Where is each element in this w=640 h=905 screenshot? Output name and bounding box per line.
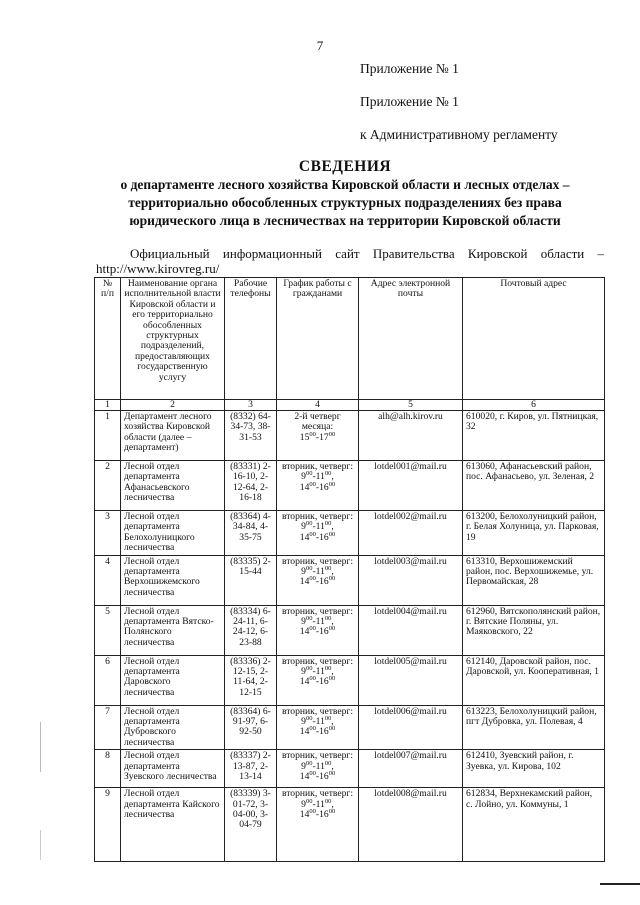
scan-edge-mark [40,722,41,772]
hours-sup: 00 [328,807,336,815]
hours-part: -11 [312,566,325,578]
row-address: 612960, Вятскополянский район, г. Вятские Поляны, ул. Маяковского, 22 [463,605,605,655]
table-row [95,655,605,705]
official-site-url[interactable]: http://www.kirovreg.ru/ [96,261,220,276]
row-email[interactable]: lotdel005@mail.ru [359,655,463,705]
title-sub-line-3: юридического лица в лесничествах на территории Кировской области [129,213,561,228]
schedule-text: вторник, четверг: [281,605,354,617]
hours-sup: 00 [309,675,316,683]
row-number: 9 [95,788,121,862]
row-name: Лесной отдел департамента Афанасьевского лесничества [121,461,225,511]
col-number: 6 [463,400,605,411]
table-row [95,411,605,461]
hours-part: -16 [315,576,329,588]
row-address: 610020, г. Киров, ул. Пятницкая, 32 [463,411,605,461]
row-number: 6 [95,655,121,705]
hours-part: 14 [299,676,310,688]
page-number: 7 [316,38,324,53]
table-row [95,461,605,511]
row-phones: (8332) 64-34-73, 38-31-53 [225,411,277,461]
row-schedule [277,411,359,461]
row-schedule: вторник, четверг: $9^{00}-11^{00}$, $14^{00}-16^{00}$ [277,705,359,750]
row-name: Департамент лесного хозяйства Кировской области (далее – департамент) [121,411,225,461]
table-row [95,555,605,605]
header-email: Адрес электронной почты [359,278,463,400]
hours-part: -11 [312,521,325,533]
hours-part: 9 [301,471,306,483]
hours-part: 14 [299,726,310,738]
hours-part: 9 [301,566,306,578]
row-address: 613060, Афанасьевский район, пос. Афанасьево, ул. Зеленая, 2 [463,461,605,511]
scan-edge-mark [40,830,41,860]
hours-sup: 00 [305,664,313,672]
hours-sup: 00 [305,470,313,478]
hours-part: 9 [301,666,306,678]
row-name: Лесной отдел департамента Кайского лесничества [121,788,225,862]
hours-sup: 00 [305,614,313,622]
hours-sup: 00 [324,520,332,528]
hours-sup: 00 [309,725,316,733]
row-schedule: вторник, четверг: $9^{00}-11^{00}$, $14^{00}-16^{00}$ [277,605,359,655]
hours-part: -11 [312,471,325,483]
row-schedule: вторник, четверг: $9^{00}-11^{00}$, $14^{00}-16^{00}$ [277,750,359,788]
row-phones: (83336) 2-12-15, 2-11-64, 2-12-15 [225,655,277,705]
row-number: 2 [95,461,121,511]
hours-sup: 00 [305,520,313,528]
hours-sup: 00 [324,797,332,805]
schedule-to-minutes: 00 [328,430,336,438]
hours-sup: 00 [305,714,313,722]
row-name: Лесной отдел департамента Белохолуницкого лесничества [121,511,225,556]
hours-sup: 00 [328,725,336,733]
row-email[interactable]: lotdel006@mail.ru [359,705,463,750]
appendix-line-2: Приложение № 1 [360,94,459,109]
row-email[interactable]: lotdel004@mail.ru [359,605,463,655]
hours-part: -11 [312,666,325,678]
row-number: 1 [95,411,121,461]
row-address: 612834, Верхнекамский район, с. Лойно, ул. Коммуны, 1 [463,788,605,862]
table-row [95,788,605,862]
row-name: Лесной отдел департамента Вятско-Полянского лесничества [121,605,225,655]
row-name: Лесной отдел департамента Дубровского лесничества [121,705,225,750]
table-row [95,511,605,556]
row-address: 613200, Белохолуницкий район, г. Белая Холуница, ул. Парковая, 19 [463,511,605,556]
row-phones: (83335) 2-15-44 [225,555,277,605]
hours-sup: 00 [309,480,316,488]
hours-sup: 00 [324,614,332,622]
row-schedule: вторник, четверг: $9^{00}-11^{00}$, $14^{00}-16^{00}$ [277,655,359,705]
hours-sup: 00 [328,769,336,777]
row-schedule: вторник, четверг: $9^{00}-11^{00}$, $14^{00}-16^{00}$ [277,555,359,605]
appendix-line-1: Приложение № 1 [360,61,459,76]
row-name: Лесной отдел департамента Зуевского лесничества [121,750,225,788]
col-number: 4 [277,400,359,411]
row-phones: (83331) 2-16-10, 2-12-64, 2-16-18 [225,461,277,511]
schedule-text: вторник, четверг: [281,511,354,522]
schedule-text: 2-й четверг месяца: [294,411,341,433]
table-column-numbers-row [95,400,605,411]
hours-part: -16 [315,626,329,638]
hours-part: -11 [312,798,325,810]
hours-part: 14 [299,809,310,821]
hours-sup: 00 [309,625,316,633]
hours-part: 14 [299,531,310,543]
row-email[interactable]: lotdel002@mail.ru [359,511,463,556]
title-main: СВЕДЕНИЯ [298,158,392,175]
hours-part: -16 [315,676,329,688]
official-site-note [96,246,604,276]
schedule-text: вторник, четверг: [281,555,354,567]
row-number: 7 [95,705,121,750]
schedule-text: вторник, четверг: [281,655,354,667]
col-number: 5 [359,400,463,411]
hours-sup: 00 [309,769,316,777]
hours-part: 9 [301,716,306,728]
appendix-line-3: к Административному регламенту [360,127,558,142]
hours-part: -16 [315,726,329,738]
header-name: Наименование органа исполнительной власти Кировской области и его территориально обособленных структурных подразделений, предоставляющих государственную услугу [121,278,225,400]
row-email[interactable]: lotdel008@mail.ru [359,788,463,862]
row-schedule: вторник, четверг: $9^{00}-11^{00}$, $14^{00}-16^{00}$ [277,788,359,862]
row-email[interactable]: lotdel001@mail.ru [359,461,463,511]
row-email[interactable]: lotdel007@mail.ru [359,750,463,788]
schedule-text: вторник, четверг: [281,750,354,762]
document-title [60,158,630,230]
table-header-row [95,278,605,400]
hours-sup: 00 [309,530,316,538]
row-phones: (83364) 6-91-97, 6-92-50 [225,705,277,750]
hours-sup: 00 [328,530,336,538]
hours-part: -16 [315,481,329,493]
title-sub-line-1: о департаменте лесного хозяйства Кировской области и лесных отделах – [120,177,570,192]
hours-sup: 00 [305,564,313,572]
hours-sup: 00 [305,797,313,805]
official-site-text: Официальный информационный сайт Правительства Кировской области – [130,246,604,261]
schedule-from: 15 [299,431,310,443]
row-schedule: вторник, четверг: $9^{00}-11^{00}$, $14^{00}-16^{00}$ [277,511,359,556]
row-address: 612140, Даровской район, пос. Даровской, ул. Кооперативная, 1 [463,655,605,705]
hours-sup: 00 [305,759,313,767]
row-email[interactable]: alh@alh.kirov.ru [359,411,463,461]
hours-sup: 00 [324,470,332,478]
hours-part: 9 [301,521,306,533]
hours-part: -11 [312,616,325,628]
row-name: Лесной отдел департамента Верхошижемского лесничества [121,555,225,605]
table-row [95,605,605,655]
schedule-text: вторник, четверг: [281,788,354,800]
hours-part: 14 [299,576,310,588]
hours-part: 9 [301,760,306,772]
hours-part: 14 [299,626,310,638]
schedule-from-minutes: 00 [309,430,316,438]
header-address: Почтовый адрес [463,278,605,400]
hours-sup: 00 [309,575,316,583]
departments-table [94,277,605,862]
hours-sup: 00 [324,564,332,572]
hours-sup: 00 [324,664,332,672]
hours-sup: 00 [324,759,332,767]
row-phones: (83364) 4-34-84, 4-35-75 [225,511,277,556]
schedule-text: вторник, четверг: [281,705,354,717]
hours-part: -16 [315,809,329,821]
hours-sup: 00 [328,625,336,633]
row-number: 4 [95,555,121,605]
row-address: 613223, Белохолуницкий район, пгт Дубровка, ул. Полевая, 4 [463,705,605,750]
hours-sup: 00 [309,807,316,815]
row-phones: (83334) 6-24-11, 6-24-12, 6-23-88 [225,605,277,655]
col-number: 1 [95,400,121,411]
header-num: № п/п [95,278,121,400]
hours-sup: 00 [328,675,336,683]
row-email[interactable]: lotdel003@mail.ru [359,555,463,605]
row-phones: (83337) 2-13-87, 2-13-14 [225,750,277,788]
row-name: Лесной отдел департамента Даровского лесничества [121,655,225,705]
hours-sup: 00 [328,575,336,583]
hours-part: 14 [299,771,310,783]
hours-sup: 00 [324,714,332,722]
row-phones: (83339) 3-01-72, 3-04-00, 3-04-79 [225,788,277,862]
col-number: 2 [121,400,225,411]
header-phones: Рабочие телефоны [225,278,277,400]
hours-part: -16 [315,531,329,543]
row-number: 8 [95,750,121,788]
title-sub-line-2: территориально обособленных структурных подразделениях без права [128,195,562,210]
hours-sup: 00 [328,480,336,488]
row-number: 3 [95,511,121,556]
hours-part: -11 [312,716,325,728]
row-number: 5 [95,605,121,655]
col-number: 3 [225,400,277,411]
table-row [95,705,605,750]
row-schedule: вторник, четверг: $9^{00}-11^{00}$, $14^{00}-16^{00}$ [277,461,359,511]
row-address: 613310, Верхошижемский район, пос. Верхошижемье, ул. Первомайская, 28 [463,555,605,605]
appendix-header [360,60,620,144]
hours-part: 9 [301,798,306,810]
schedule-text: вторник, четверг: [281,461,354,472]
hours-part: 14 [299,481,310,493]
header-schedule: График работы с гражданами [277,278,359,400]
row-address: 612410, Зуевский район, г. Зуевка, ул. Кирова, 102 [463,750,605,788]
table-row [95,750,605,788]
hours-part: 9 [301,616,306,628]
schedule-to: -17 [315,431,329,443]
hours-part: -11 [312,760,325,772]
hours-part: -16 [315,771,329,783]
footer-rule [600,883,640,885]
